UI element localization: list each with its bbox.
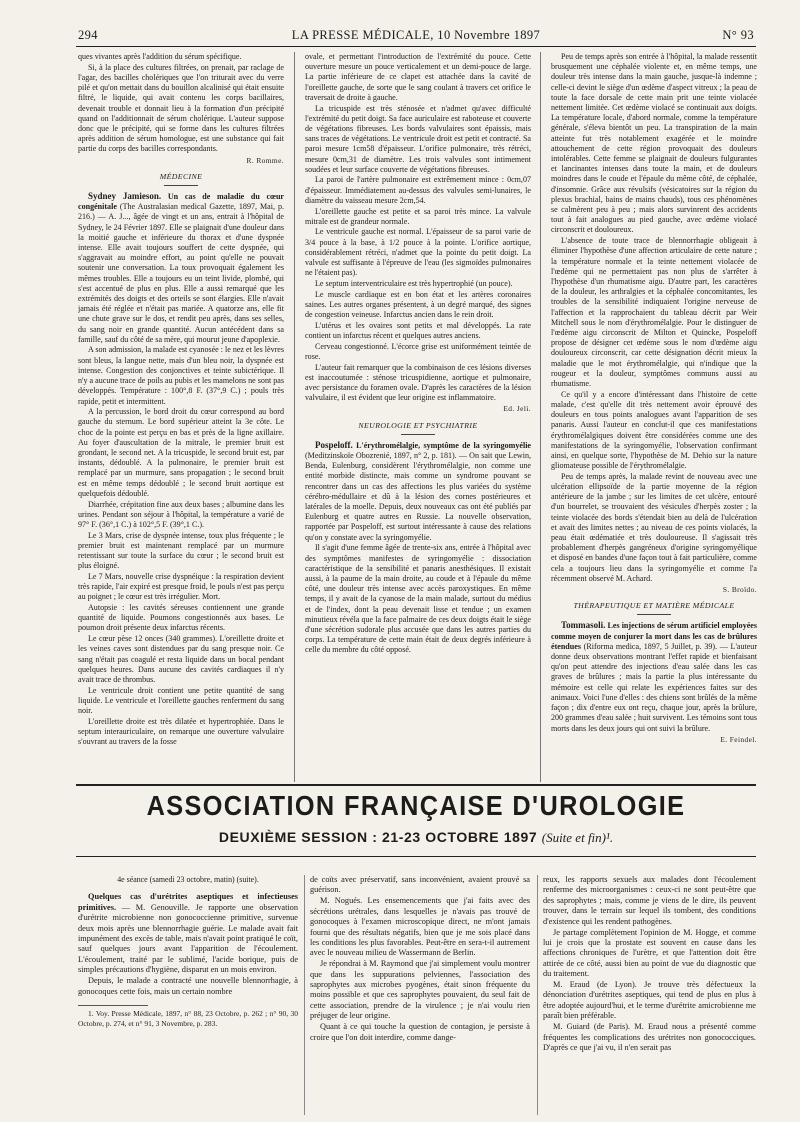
article-author: Sydney Jamieson. xyxy=(88,190,162,201)
paragraph: Autopsie : les cavités séreuses contiennent une grande quantité de liquide. Poumons congestionnés aux bases. Le poumon droit présente deux infarctus récents. xyxy=(78,603,284,633)
paragraph: Depuis, le malade a contracté une nouvelle blennorrhagie, à gonocoques cette fois, mais un certain nombre xyxy=(78,976,298,996)
paragraph: M. Eraud (de Lyon). Je trouve très défectueux la dénonciation d'urétrites aseptiques, qui tend de plus en plus à être adoptée aujourd'hui, et le terme d'urétrite amicrobienne me paraît bien préférable. xyxy=(543,980,756,1021)
bottom-column-2 xyxy=(310,875,530,1115)
article-author: Tommasoli. xyxy=(561,620,606,631)
column-divider xyxy=(304,875,305,1115)
paragraph: Quant à ce qui touche la question de contagion, je persiste à croire que l'on doit interdire, comme dange- xyxy=(310,1022,530,1042)
paragraph: L'utérus et les ovaires sont petits et mal développés. La rate contient un infarctus récent et quelques autres anciens. xyxy=(305,320,531,340)
article-title: Un cas de maladie du cœur congénitale xyxy=(78,191,284,212)
paragraph: L'oreillette droite est très dilatée et hypertrophiée. Dans le septum interauriculaire, on remarque une ouverture valvulaire s'ouvrant au travers de la fosse xyxy=(78,716,284,747)
signature: E. Feindel. xyxy=(720,734,757,744)
article-text: (Riforma medica, 1897, 5 Juillet, p. 39). — L'auteur donne deux observations montrant l'effet rapide et bienfaisant qu'on peut attendre des injections d'eau salée dans les cas graves de brûlures ; mais la partie la plus intéressante du mémoire est celle qui relate les expériences faites sur des animaux. Voici l'une d'elles : des chiens sont brûlés de la même façon ; dix d'entre eux ont reçu, chaque jour, après la brûlure, 200 grammes d'eau salée ; huit survivent. Les témoins sont tous morts dans les deux jours qui ont suivi la brûlure. xyxy=(551,641,757,733)
section-heading-neurologie: NEUROLOGIE ET PSYCHIATRIE xyxy=(305,421,531,435)
section-rule xyxy=(76,784,756,786)
paragraph: Le septum interventriculaire est très hypertrophié (un pouce). xyxy=(315,278,513,288)
article-text: (Meditzinskoïe Obozrenié, 1897, n° 2, p. 181). — On sait que Lewin, Benda, Eulenburg, considèrent l'érythromélalgie, non comme une entité morbide distincte, mais comme un syndrome pouvant se rencontrer dans un cas des affections les plus variées du système cérébro-médullaire et dû à la lésion des cornes postérieures et latérales de la moelle. Depuis, deux nouveaux cas ont été publiés par Eulenburg et quatre autres en Russie. La nouvelle observation, rapportée par Pospeloff, est surtout intéressante à cause des relations qu'on y constate avec la syringomyélie. xyxy=(305,451,531,542)
signature: R. Romme. xyxy=(246,155,284,165)
paragraph: Il s'agit d'une femme âgée de trente-six ans, entrée à l'hôpital avec des symptômes manifestes de syringomyélie : dissociation caractéristique de la sensibilité et panaris anesthésiques. Il existait aussi, à la paume de la main droite, au coude et à l'épaule du même côté, une douleur très intense avec accès paroxystiques. En même temps, il y avait de la cyanose de la main malade, surtout du médius et de l'index, dont la peau devenait lisse et tendue ; un examen minutieux révéla que la face palmaire de ces deux doigts était le siège d'une sécrétion sudorale plus accusée que dans les autres parties du corps. La température de cette main était de deux degrés inférieure à celle du membre du côté opposé. xyxy=(305,543,531,655)
paragraph: Le 7 Mars, nouvelle crise dyspnéique : la respiration devient très rapide, l'air expiré est presque froid, le pouls n'est pas perçu au poignet ; le cœur est très irrégulier. Mort. xyxy=(78,571,284,602)
column-3 xyxy=(551,52,757,782)
paragraph: A la percussion, le bord droit du cœur correspond au bord gauche du sternum. Le bord supérieur atteint la 3e côte. Le choc de la pointe est perçu en bas et près de la ligne axillaire. Au foyer d'auscultation de la mitrale, le premier bruit est grondant, le second net. A la tricuspide, le second bruit est, par instants, dédoublé. A la pulmonaire, le premier bruit est remplacé par un murmure, sans propagation ; le second bruit est en même temps dédoublé ; le second bruit aortique est quelquefois dédoublé. xyxy=(78,407,284,498)
paragraph: Le cœur pèse 12 onces (340 grammes). L'oreillette droite et les veines caves sont distendues par du sang presque noir. Ce sang n'était pas coagulé et resta liquide dans un bocal pendant quelques heures. Dans aucune des cavités cardiaques il n'y avait trace de thrombus. xyxy=(78,634,284,684)
paragraph: Si, à la place des cultures filtrées, on prenait, par raclage de l'agar, des bacilles cholériques que l'on triturait avec du verre pilé et qu'on mettait dans du bouillon alcalinisé qui était ensuite filtré, le liquide, qui avait contenu les corps bacillaires, devenait trouble et donnait lieu à la formation d'un précipité quand on l'additionnait de sérum cholérique. L'auteur suppose donc que le précipité, qui se forme dans les cultures filtrées après addition de sérum homologue, est une substance qui fait partie du corps des bacilles correspondants. xyxy=(78,62,284,154)
article-text: — M. Genouville. Je rapporte une observation d'urétrite microbienne non gonococcienne primitive, survenue deux mois après une blennorrhagie guérie. Le malade avait fait impunément des excès de table, mais n'avait point pratiqué le coït, sauf quelques jours avant l'apparition de l'écoulement. L'écoulement, traité par le sublimé, l'acide borique, puis de simples précautions d'hygiène, disparut en un mois environ. xyxy=(78,902,298,975)
paragraph: La tricuspide est très sténosée et n'admet qu'avec difficulté l'extrémité du petit doigt. Sa face auriculaire est raboteuse et couverte de végétations fibreuses. Les bords valvulaires sont épaissis, mais sans traces de végétations. Le ventricule droit est petit et contracté. Sa paroi mesure 1cm58 d'épaisseur. L'orifice pulmonaire, très rétréci, mesure 0cm,31 de diamètre. Les trois valvules sont intimement soudées et leur surface couverte de végétations fibreuses. xyxy=(305,103,531,174)
paragraph: L'oreillette gauche est petite et sa paroi très mince. La valvule mitrale est de grandeur normale. xyxy=(305,206,531,226)
article-neurologie xyxy=(305,440,531,543)
issue-number: N° 93 xyxy=(722,28,754,42)
paragraph: ovale, et permettant l'introduction de l'extrémité du pouce. Cette ouverture mesure un pouce verticalement et un demi-pouce de large. La partie inférieure de ce clapet est attachée dans la cavité de l'oreillette gauche, de sorte que le sang coulant à travers cet orifice le traversait de droite à gauche. xyxy=(305,52,531,102)
column-2 xyxy=(305,52,531,782)
bottom-column-3 xyxy=(543,875,756,1115)
paragraph: Diarrhée, crépitation fine aux deux bases ; albumine dans les urines. Pendant son séjour à l'hôpital, la température a varié de 97° F. (36°,1 C.) à 102°,5 F. (39°,1 C.). xyxy=(78,499,284,529)
paragraph: Le muscle cardiaque est en bon état et les artères coronaires saines. Les autres organes présentent, à un degré marqué, des signes de congestion veineuse. Infarctus ancien dans le rein droit. xyxy=(305,289,531,320)
journal-title: LA PRESSE MÉDICALE, 10 Novembre 1897 xyxy=(291,28,541,42)
column-divider xyxy=(540,52,541,782)
paragraph: Cerveau congestionné. L'écorce grise est uniformément teintée de rose. xyxy=(305,341,531,361)
article-medecine xyxy=(78,191,284,345)
paragraph: reux, les rapports sexuels aux malades dont l'écoulement renferme des microorganismes : ceux-ci ne sont peut-être que des saprophytes ; mais, comme je viens de le dire, ils peuvent trouver, dans le terrain sur lequel ils tombent, des conditions d'existence qui les rendent pathogènes. xyxy=(543,875,756,926)
column-divider xyxy=(294,52,295,782)
paragraph: A son admission, la malade est cyanosée : le nez et les lèvres sont bleus, la langue nette, mais d'un bleu noir, la dyspnée est intense. Congestion des conjonctives et teinte subictérique. Il n'y a aucune trace de poils au pubis et les mamelons ne sont pas développés. Température : 100°,8 F. (37°,9 C.) ; pouls très rapide, petit et intermittent. xyxy=(78,345,284,406)
paragraph: L'absence de toute trace de blennorrhagie obligeait à éliminer l'hypothèse d'une affection articulaire de cette nature ; la température normale et la teinte nettement violacée de l'œdème qui ne permettaient pas non plus de s'arrêter à l'hypothèse d'un rhumatisme aigu. D'autre part, les caractères de la douleur, les arthralgies et la céphalée concomitantes, les troubles de la sensibilité indiquaient l'origine nerveuse de l'affection et la rapprochaient du tableau décrit par Weir Mitchell sous le nom d'érythromélalgie. Pour le distinguer de l'œdème aigu circonscrit de Milton et Quincke, Pospeloff propose de désigner cet œdème sous le nom d'œdème aigu douloureux circonscrit, car cette désignation décrit mieux la maladie que le mot érythromélalgie, qui n'indique que la rougeur et la douleur, symptômes communs aussi au rhumatisme. xyxy=(551,236,757,388)
paragraph xyxy=(78,892,298,975)
section-heading-medecine: MÉDECINE xyxy=(78,172,284,186)
column-divider xyxy=(537,875,538,1115)
paragraph: M. Nogués. Les ensemencements que j'ai faits avec des sécrétions urétrales, dans lesquelles je n'avais pas trouvé de gonocoques à l'examen microscopique direct, ne m'ont jamais fourni que des résultats négatifs, bien que je me sois placé dans les conditions les plus favorables. Peut-être en sera-t-il autrement avec le nouveau milieu de Wassermann de Berlin. xyxy=(310,896,530,958)
paragraph: Ce qu'il y a encore d'intéressant dans l'histoire de cette malade, c'est qu'elle dit très nettement avoir éprouvé des douleurs en tous points analogues avant l'apparition de ses panaris. Aussi l'auteur en conclut-il que ces manifestations érythromélalgiques doivent être considérées comme une des manifestations de la syringomyélie, l'observation confirmant ainsi, en quelque sorte, l'hypothèse de M. Dehio sur la nature gliomateuse possible de l'érythromélalgie. xyxy=(551,389,757,471)
article-title: Quelques cas d'urétrites aseptiques et infectieuses primitives. xyxy=(78,892,298,912)
paragraph: Le 3 Mars, crise de dyspnée intense, toux plus fréquente ; le premier bruit est maintenant remplacé par un murmure retentissant sur toute la surface du cœur ; le second bruit est plus éloigné. xyxy=(78,530,284,571)
paragraph: Peu de temps après, la malade revint de nouveau avec une ulcération ellipsoïde de la partie moyenne de la région antérieure de la jambe ; sur les limites de cet ulcère, entouré d'un bourrelet, se trouvaient des vésicules d'herpès zoster ; la teinte violacée des bords s'étendait bien au delà de l'ulcération et avait des limites nettes ; au niveau de ces points violacés, la peau était œdématiée et très douloureuse. Il s'agissait très probablement d'herpès gangréneux d'origine syringomyélique et disposé en bandes d'une façon tout à fait particulière, comme cela a toujours lieu dans la syringomyélie et comme l'a récemment observé M. Achard. xyxy=(551,471,757,583)
paragraph: Je répondrai à M. Raymond que j'ai simplement voulu montrer que dans les suppurations pelviennes, l'association des saprophytes aux microbes pyogènes, était sinon fréquente du moins possible et que ces saprophytes pouvaient, du seul fait de cette association, prendre de la virulence ; je n'ai voulu rien préjuger de leur origine. xyxy=(310,959,530,1021)
signature: Ed. Jeli. xyxy=(503,404,531,414)
paragraph: Le ventricule gauche est normal. L'épaisseur de sa paroi varie de 3/4 pouce à la base, à 1/2 pouce à la pointe. L'orifice aortique, considérablement rétréci, n'admet que la pointe du petit doigt. La valvule est suffisante à l'épreuve de l'eau (les sigmoïdes pulmonaires ne l'étaient pas). xyxy=(305,227,531,278)
session-subtitle xyxy=(76,829,756,846)
session-label: DEUXIÈME SESSION : 21-23 OCTOBRE 1897 xyxy=(218,829,538,845)
paragraph: de coïts avec préservatif, sans inconvénient, avaient prouvé sa guérison. xyxy=(310,875,530,895)
header-rule xyxy=(76,46,756,47)
article-author: Pospeloff. xyxy=(315,439,353,450)
paragraph: Le ventricule droit contient une petite quantité de sang liquide. Le ventricule et l'oreillette gauches renferment du sang noir. xyxy=(78,685,284,716)
footnote: 1. Voy. Presse Médicale, 1897, n° 88, 23 Octobre, p. 262 ; n° 90, 30 Octobre, p. 274, et n° 91, 3 Novembre, p. 283. xyxy=(78,1008,298,1028)
section-rule-bottom xyxy=(76,856,756,857)
article-title: Les injections de sérum artificiel employées comme moyen de conjurer la mort dans les cas de brûlures étendues xyxy=(551,621,757,651)
column-1 xyxy=(78,52,284,782)
paragraph: La paroi de l'artère pulmonaire est extrêmement mince : 0cm,07 d'épaisseur. Immédiatement au-dessus des valvules semi-lunaires, le diamètre du vaisseau mesure 2cm,54. xyxy=(305,175,531,205)
paragraph: Je partage complètement l'opinion de M. Hogge, et comme lui je crois que la prostate est souvent en cause dans les affections chroniques de l'urètre, et que l'attention doit être attirée de ce côté, aussi bien au point de vue du diagnostic que du traitement. xyxy=(543,927,756,979)
article-title: L'érythromélalgie, symptôme de la syringomyélie xyxy=(356,440,531,450)
page-header xyxy=(78,22,754,44)
paragraph: M. Guiard (de Paris). M. Eraud nous a présenté comme fréquentes les complications des urétrites non gonococciques. D'après ce que j'ai vu, il n'en serait pas xyxy=(543,1022,756,1052)
seance-label: 4e séance (samedi 23 octobre, matin) (suite). xyxy=(117,875,259,884)
paragraph: ques vivantes après l'addition du sérum spécifique. xyxy=(78,52,242,61)
bottom-column-1 xyxy=(78,875,298,1115)
suite-label: (Suite et fin)¹. xyxy=(541,830,614,845)
paragraph: L'auteur fait remarquer que la combinaison de ces lésions diverses est inaccoutumée : sténose tricuspidienne, aortique et pulmonaire, avec persistance du foramen ovale. D'après les caractères de la lésion valvulaire, il est évident que leur origine est inflammatoire. xyxy=(305,362,531,403)
page-number: 294 xyxy=(78,28,98,42)
article-therapeutique xyxy=(551,620,757,733)
section-heading-therapeutique: THÉRAPEUTIQUE ET MATIÈRE MÉDICALE xyxy=(551,601,757,615)
article-text: (The Australasian medical Gazette, 1897, Mai, p. 216.) — A. J..., âgée de vingt et un ans, entrait à l'hôpital de Sydney, le 24 Février 1897. Elle se plaignait d'une douleur dans la moitié gauche et inférieure du thorax et d'une dyspnée intense. Elle avait toujours souffert de cette dyspnée, qui s'aggravait au moindre effort, au point qu'elle ne pouvait soutenir une conversation. La toux provoquait également les mêmes troubles. Elle a toujours eu un teint livide, plombé, qui s'est accentué de plus en plus. Elle a aussi remarqué que les extrémités des doigts et des orteils se sont élargies. Elle n'avait jamais été réglée et n'était pas mariée. A quatorze ans, elle fit une chute grave sur le dos, et rendit peu après, dans ses selles, du sang noir en grande quantité. Aucun antécédent dans sa famille, sauf du côté de sa mère, qui mourut jeune d'apoplexie. xyxy=(78,202,284,344)
association-title: ASSOCIATION FRANÇAISE D'UROLOGIE xyxy=(146,790,686,821)
paragraph: Peu de temps après son entrée à l'hôpital, la malade ressentit brusquement une céphalée violente et, en même temps, une douleur très intense dans la main gauche, jusque-là indemne ; celle-ci devint le siège d'un œdème d'aspect vitreux ; la peau de toute la face dorsale de cette main prit une teinte violacée nettement limitée. Cet œdème violacé se continuait aux doigts. La température locale, d'abord normale, comme la température générale, s'éleva bientôt un peu. La transpiration de la main atteinte fut très notablement exagérée et le moindre attouchement de cette région provoquait des douleurs intolérables. Cette femme se plaignait de douleurs fulgurantes et lancinantes intenses dans toute la main, et de douleurs moindres dans le coude et l'épaule du même côté, de céphalée, d'insomnie. Grâce aux révulsifs (vésicatoires sur la région du plexus brachial, bains de mains chauds), tous ces phénomènes se calmèrent peu à peu ; mais alors survinrent des accidents tout à fait analogues au pied gauche, avec œdème violacé circonscrit et douloureux. xyxy=(551,52,757,235)
signature: S. Broïdo. xyxy=(722,585,757,595)
